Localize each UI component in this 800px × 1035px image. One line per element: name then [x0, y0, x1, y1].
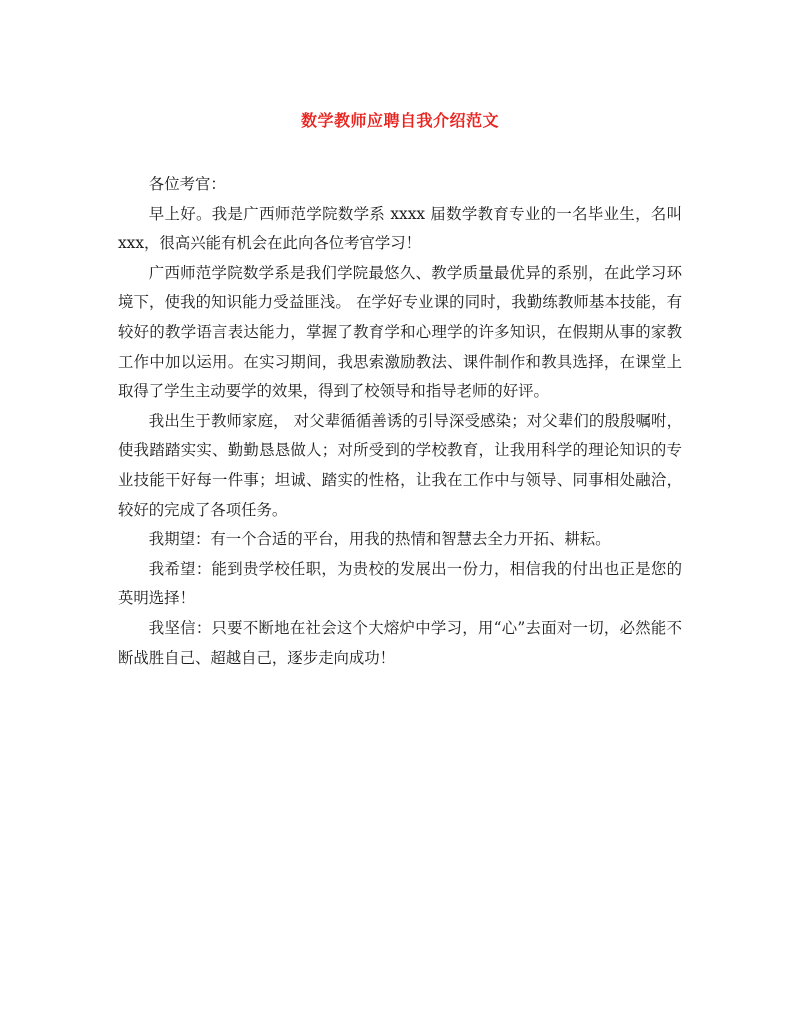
- paragraph-education: 广西师范学院数学系是我们学院最悠久、教学质量最优异的系别，在此学习环境下，使我的知识能力受益匪浅。 在学好专业课的同时，我勤练教师基本技能，有较好的教学语言表达能力，掌握了教育学和心理学的许多知识，在假期从事的家教工作中加以运用。在实习期间，我思索激励教法、课件制作和教具选择，在课堂上取得了学生主动要学的效果，得到了校领导和指导老师的好评。: [118, 263, 682, 401]
- salutation: 各位考官：: [148, 175, 226, 193]
- document-body: [118, 170, 682, 673]
- paragraph-expectation: 我期望：有一个合适的平台，用我的热情和智慧去全力开拓、耕耘。: [148, 530, 611, 549]
- paragraph-hope: 我希望：能到贵学校任职，为贵校的发展出一份力，相信我的付出也正是您的英明选择！: [118, 559, 682, 608]
- paragraph-belief: 我坚信：只要不断地在社会这个大熔炉中学习，用“心”去面对一切，必然能不断战胜自己、超越自己，逐步走向成功！: [118, 618, 682, 667]
- document-title: 数学教师应聘自我介绍范文: [300, 111, 499, 130]
- paragraph-greeting: 早上好。我是广西师范学院数学系 xxxx 届数学教育专业的一名毕业生，名叫 xxx，很高兴能有机会在此向各位考官学习！: [118, 204, 682, 253]
- paragraph-background: 我出生于教师家庭， 对父辈循循善诱的引导深受感染；对父辈们的殷殷嘱咐，使我踏踏实实、勤勤恳恳做人；对所受到的学校教育，让我用科学的理论知识的专业技能干好每一件事；坦诚、踏实的性格，让我在工作中与领导、同事相处融洽，较好的完成了各项任务。: [118, 411, 682, 519]
